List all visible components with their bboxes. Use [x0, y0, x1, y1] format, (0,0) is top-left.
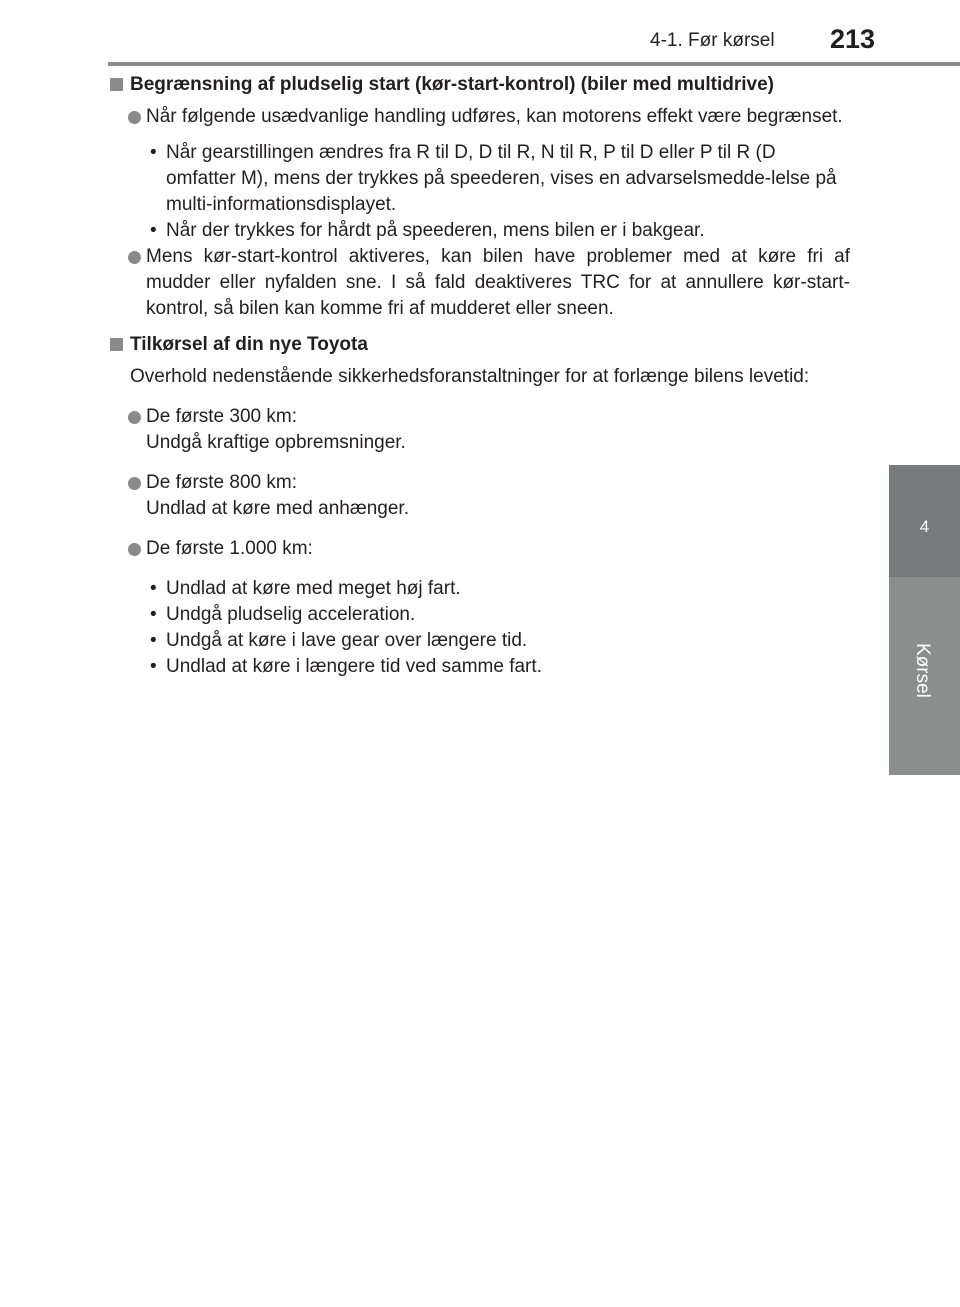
section-heading [110, 72, 850, 98]
circle-bullet-icon [128, 411, 141, 424]
bullet-icon: • [150, 220, 157, 241]
square-bullet-icon [110, 78, 123, 91]
list-item [110, 404, 850, 456]
circle-bullet-icon [128, 251, 141, 264]
sub-list-item [110, 218, 850, 244]
square-bullet-icon [110, 338, 123, 351]
bullet-icon: • [150, 630, 157, 651]
page-content [110, 72, 850, 680]
bullet-icon: • [150, 578, 157, 599]
heading-text: Begrænsning af pludselig start (kør-start-kontrol) (biler med multidrive) [130, 74, 774, 95]
chapter-number: 4 [919, 517, 930, 536]
chapter-tab [889, 465, 960, 775]
sub-list-item [110, 654, 850, 680]
item-line: De første 300 km: [146, 406, 297, 427]
item-line: Undlad at køre med anhænger. [146, 498, 409, 519]
sub-item-text: Undgå pludselig acceleration. [166, 604, 416, 625]
item-line: De første 800 km: [146, 472, 297, 493]
item-text: Mens kør-start-kontrol aktiveres, kan bilen have problemer med at køre fri af mudder eller nyfalden sne. I så fald deaktiveres TRC for at annullere kør-start-kontrol, så bilen kan komme fri af mudderet eller sneen. [146, 246, 850, 319]
list-item [110, 104, 850, 130]
sub-item-text: Undlad at køre med meget høj fart. [166, 578, 461, 599]
item-line: De første 1.000 km: [146, 538, 313, 559]
list-item [110, 470, 850, 522]
list-item [110, 536, 850, 562]
sub-item-text: Undlad at køre i længere tid ved samme fart. [166, 656, 542, 677]
circle-bullet-icon [128, 543, 141, 556]
list-item [110, 244, 850, 322]
sub-list-item [110, 140, 850, 218]
intro-paragraph: Overhold nedenstående sikkerhedsforanstaltninger for at forlænge bilens levetid: [130, 366, 810, 387]
sub-item-text: Undgå at køre i lave gear over længere tid. [166, 630, 528, 651]
chapter-label: Kørsel [912, 643, 933, 698]
sub-item-text: Når gearstillingen ændres fra R til D, D til R, N til R, P til D eller P til R (D omfatter M), mens der trykkes på speederen, vises en advarselsmedde-lelse på multi-informationsdisplayet. [166, 142, 837, 215]
section-heading [110, 332, 850, 358]
bullet-icon: • [150, 604, 157, 625]
page-number: 213 [830, 24, 876, 54]
circle-bullet-icon [128, 111, 141, 124]
circle-bullet-icon [128, 477, 141, 490]
section-title: 4-1. Før kørsel [650, 30, 775, 51]
sub-list-item [110, 602, 850, 628]
heading-text: Tilkørsel af din nye Toyota [130, 334, 368, 355]
chapter-tab-number-box [889, 465, 960, 577]
item-text: Når følgende usædvanlige handling udføres, kan motorens effekt være begrænset. [146, 106, 843, 127]
bullet-icon: • [150, 656, 157, 677]
item-line: Undgå kraftige opbremsninger. [146, 432, 406, 453]
sub-list-item [110, 576, 850, 602]
bullet-icon: • [150, 142, 157, 163]
sub-item-text: Når der trykkes for hårdt på speederen, mens bilen er i bakgear. [166, 220, 705, 241]
header-rule [108, 62, 960, 66]
sub-list-item [110, 628, 850, 654]
